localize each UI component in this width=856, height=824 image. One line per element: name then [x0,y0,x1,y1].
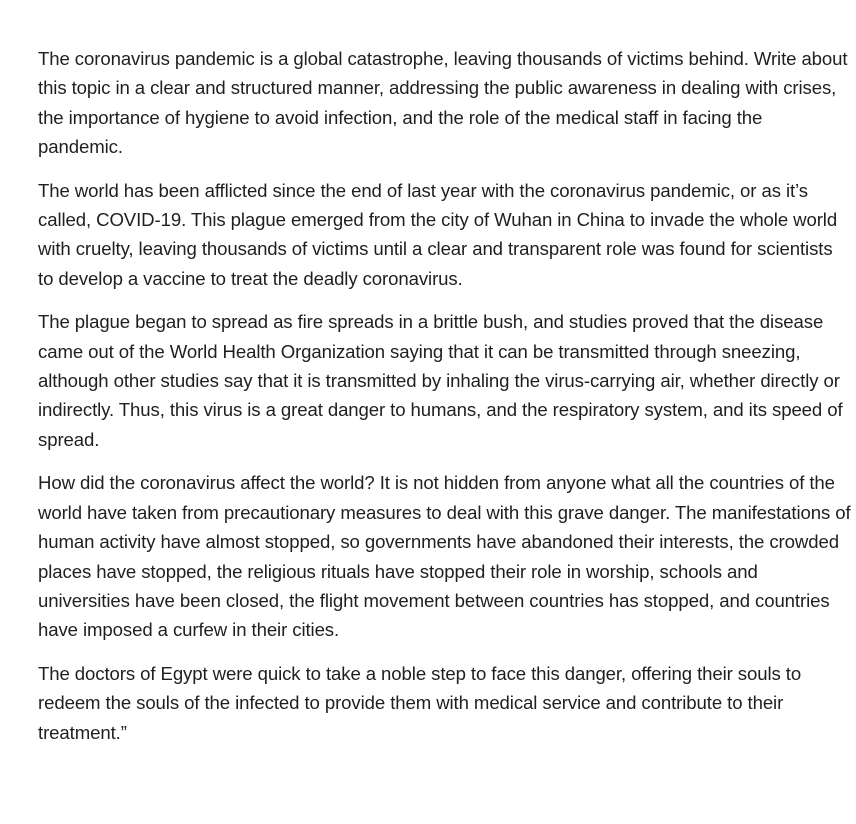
paragraph-impact: How did the coronavirus affect the world? It is not hidden from anyone what all the countries of the world have taken from precautionary measures to deal with this grave danger. The manifestations of human activity have almost stopped, so governments have abandoned their interests, the crowded places have stopped, the religious rituals have stopped their role in worship, schools and universities have been closed, the flight movement between countries has stopped, and countries have imposed a curfew in their cities. [38,472,851,641]
document-body [38,44,852,761]
paragraph-spread: The plague began to spread as fire spreads in a brittle bush, and studies proved that the disease came out of the World Health Organization saying that it can be transmitted through sneezing, although other studies say that it is transmitted by inhaling the virus-carrying air, whether directly or indirectly. Thus, this virus is a great danger to humans, and the respiratory system, and its speed of spread. [38,311,843,450]
prompt-paragraph: The coronavirus pandemic is a global catastrophe, leaving thousands of victims behind. Write about this topic in a clear and structured manner, addressing the public awareness in dealing with crises, the importance of hygiene to avoid infection, and the role of the medical staff in facing the pandemic. [38,48,848,158]
paragraph-intro: The world has been afflicted since the end of last year with the coronavirus pandemic, or as it’s called, COVID-19. This plague emerged from the city of Wuhan in China to invade the whole world with cruelty, leaving thousands of victims until a clear and transparent role was found for scientists to develop a vaccine to treat the deadly coronavirus. [38,179,838,289]
paragraph-doctors: The doctors of Egypt were quick to take a noble step to face this danger, offering their souls to redeem the souls of the infected to provide them with medical service and contribute to their treatment.” [38,662,802,743]
